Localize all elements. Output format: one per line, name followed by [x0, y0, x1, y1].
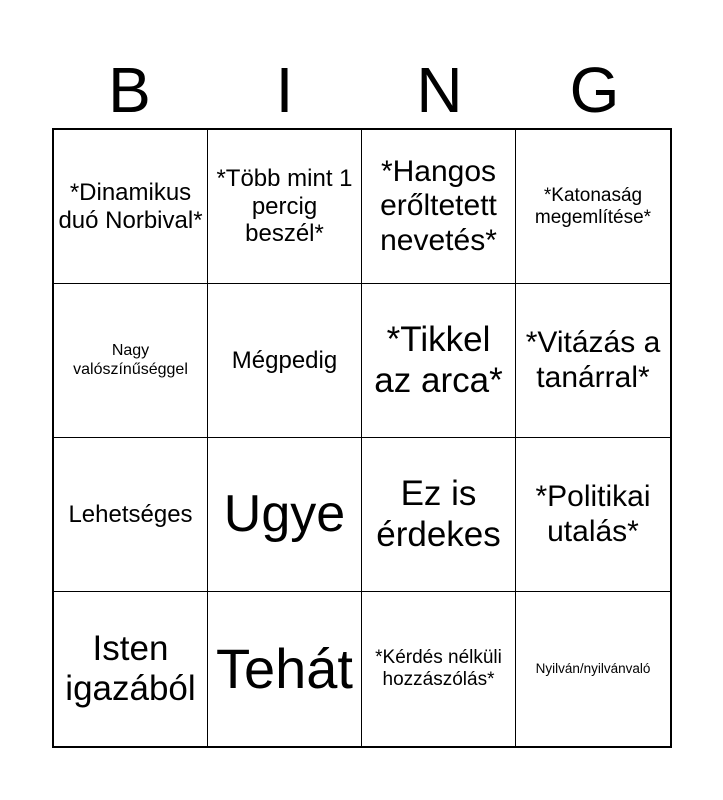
- bingo-cell[interactable]: [54, 592, 208, 746]
- header-letter-b: B: [108, 54, 151, 126]
- bingo-cell[interactable]: [208, 592, 362, 746]
- bingo-cell[interactable]: [362, 130, 516, 284]
- bingo-cell-text: *Katonaság megemlítése*: [534, 184, 652, 228]
- bingo-cell[interactable]: [54, 284, 208, 438]
- bingo-cell-text: Mégpedig: [231, 346, 338, 374]
- header-letter-n: N: [416, 54, 463, 126]
- bingo-cell[interactable]: [362, 284, 516, 438]
- bingo-cell[interactable]: [516, 592, 670, 746]
- bingo-cell[interactable]: [362, 438, 516, 592]
- bingo-cell-text: Nyilván/nyilvánvaló: [535, 661, 651, 677]
- header-letter-g: G: [569, 54, 620, 126]
- bingo-cell-text: *Kérdés nélküli hozzászólás*: [375, 647, 502, 690]
- bingo-cell-text: *Több mint 1 percig beszél*: [216, 165, 353, 248]
- bingo-header: [52, 52, 672, 128]
- bingo-cell-text: *Tikkel az arca*: [374, 320, 503, 400]
- bingo-cell-text: Lehetséges: [68, 500, 193, 528]
- bingo-cell-text: *Politikai utalás*: [535, 480, 651, 548]
- bingo-cell-text: Ez is érdekes: [376, 474, 501, 554]
- bingo-cell[interactable]: [516, 130, 670, 284]
- bingo-cell-text: Tehát: [216, 636, 353, 700]
- bingo-cell-text: *Dinamikus duó Norbival*: [58, 178, 203, 234]
- bingo-cell-text: Ugye: [223, 484, 346, 543]
- bingo-cell[interactable]: [208, 284, 362, 438]
- bingo-cell-text: Nagy valószínűséggel: [73, 342, 188, 378]
- bingo-cell[interactable]: [516, 284, 670, 438]
- bingo-cell-text: *Hangos erőltetett nevetés*: [380, 154, 497, 257]
- bingo-cell[interactable]: [208, 438, 362, 592]
- bingo-cell-text: Isten igazából: [65, 628, 196, 708]
- bingo-cell[interactable]: [54, 130, 208, 284]
- header-letter-i: I: [275, 54, 294, 126]
- bingo-cell[interactable]: [362, 592, 516, 746]
- bingo-card-grid: [52, 128, 672, 748]
- bingo-cell[interactable]: [516, 438, 670, 592]
- bingo-cell-text: *Vitázás a tanárral*: [525, 326, 661, 394]
- bingo-cell[interactable]: [54, 438, 208, 592]
- bingo-cell[interactable]: [208, 130, 362, 284]
